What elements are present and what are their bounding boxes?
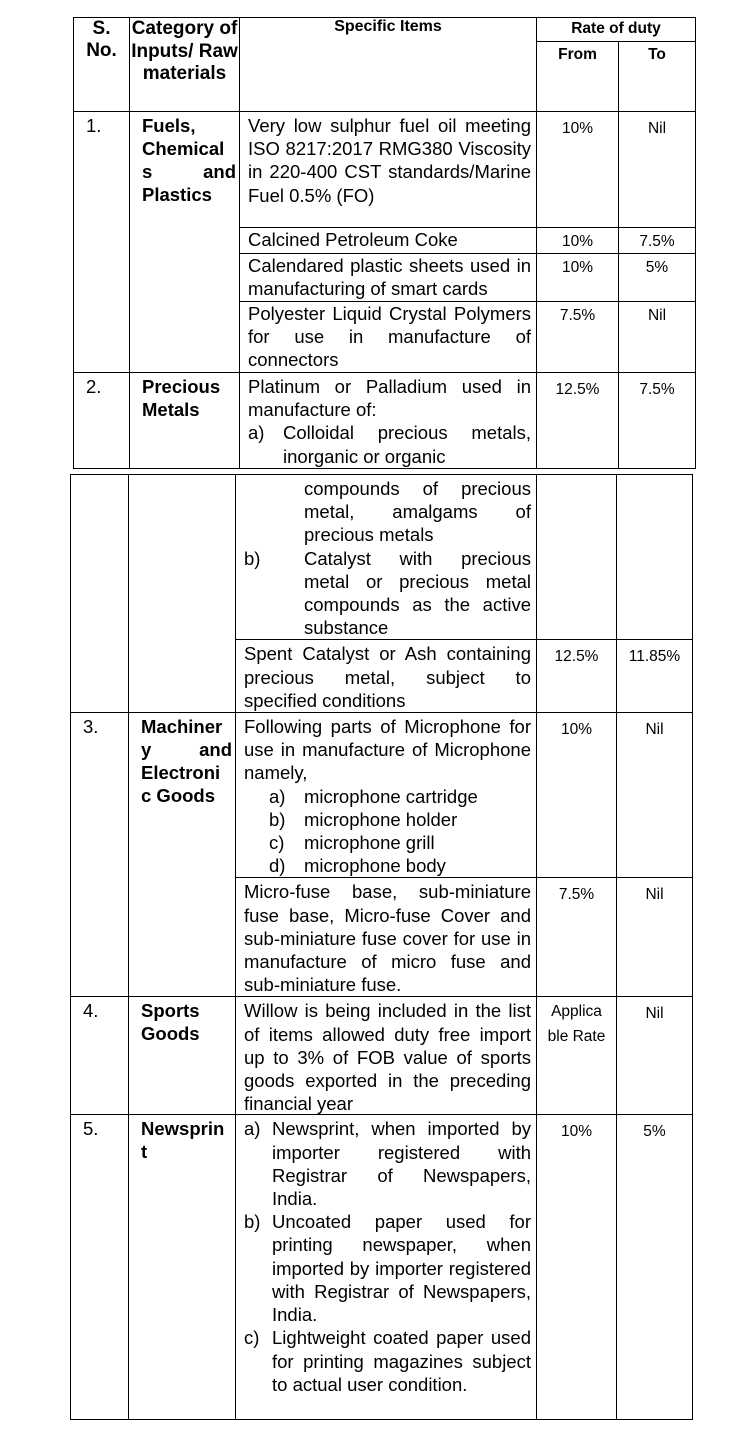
list-item: b) Catalyst with precious metal or precious metal compounds as the active substance — [244, 547, 531, 639]
row-2-item-2-to: 11.85% — [617, 640, 693, 713]
header-sno: S. No. — [74, 18, 130, 112]
row-2-sno: 2. — [74, 373, 130, 469]
header-to: To — [619, 42, 696, 112]
row-1-item-3-to: 5% — [619, 254, 696, 302]
row-1-item-4-from: 7.5% — [537, 302, 619, 373]
row-1-item-1-to: Nil — [619, 112, 696, 228]
row-1-item-2-to: 7.5% — [619, 228, 696, 254]
table-row — [74, 373, 696, 469]
table-row — [71, 997, 693, 1115]
list-item: b) Uncoated paper used for printing newspaper, when imported by importer registered with Registrar of Newspapers, India. — [244, 1211, 531, 1326]
row-1-item-2: Calcined Petroleum Coke — [240, 228, 537, 254]
duty-table-part-2 — [70, 474, 693, 1420]
row-1-item-1: Very low sulphur fuel oil meeting ISO 8217:2017 RMG380 Viscosity in 220-400 CST standards/Marine Fuel 0.5% (FO) — [240, 112, 537, 228]
header-row — [74, 18, 696, 42]
row-2-item-1-from: 12.5% — [537, 373, 619, 469]
header-specific-items: Specific Items — [240, 18, 537, 112]
row-4-from: Applica ble Rate — [537, 997, 617, 1115]
list-item: c) Lightweight coated paper used for printing magazines subject to actual user condition. — [244, 1327, 531, 1395]
row-1-item-3: Calendared plastic sheets used in manufacturing of smart cards — [240, 254, 537, 302]
list-item: a) Colloidal precious metals, inorganic or organic — [248, 422, 531, 467]
row-4-sno: 4. — [71, 997, 129, 1115]
row-1-item-3-from: 10% — [537, 254, 619, 302]
row-5-items — [236, 1115, 537, 1420]
table-row — [74, 112, 696, 228]
row-3-item-1-to: Nil — [617, 713, 693, 878]
row-2-item-2-from: 12.5% — [537, 640, 617, 713]
row-5-from: 10% — [537, 1115, 617, 1420]
list-item: c) microphone grill — [269, 832, 435, 854]
header-from: From — [537, 42, 619, 112]
table-row — [71, 1115, 693, 1420]
row-1-sno: 1. — [74, 112, 130, 373]
row-3-item-1: Following parts of Microphone for use in manufacture of Microphone namely, a) microphone cartridge b) microphone holder c) microphone grill d) microphone body — [236, 713, 537, 878]
row-3-item-2-to: Nil — [617, 878, 693, 997]
header-category: Category of Inputs/ Raw materials — [130, 18, 240, 112]
list-item: b) microphone holder — [269, 808, 458, 830]
row-4-category: Sports Goods — [129, 997, 236, 1115]
list-item: compounds of precious metal, amalgams of precious metals — [304, 478, 531, 546]
row-3-category: Machiner y and Electroni c Goods — [129, 713, 236, 997]
row-3-item-2-from: 7.5% — [537, 878, 617, 997]
row-2-item-1-to-cont — [617, 475, 693, 640]
row-2-category: Precious Metals — [130, 373, 240, 469]
row-5-category: Newsprin t — [129, 1115, 236, 1420]
row-3-item-2: Micro-fuse base, sub-miniature fuse base, Micro-fuse Cover and sub-miniature fuse cover for use in manufacture of micro fuse and sub-miniature fuse. — [236, 878, 537, 997]
row-1-category: Fuels, Chemical s and Plastics — [130, 112, 240, 373]
row-2-item-2: Spent Catalyst or Ash containing precious metal, subject to specified conditions — [236, 640, 537, 713]
header-rate-of-duty: Rate of duty — [537, 18, 696, 42]
table-row — [71, 475, 693, 640]
list-item: a) microphone cartridge — [269, 785, 478, 807]
row-2-item-1-to: 7.5% — [619, 373, 696, 469]
row-5-sno: 5. — [71, 1115, 129, 1420]
row-2-item-1-from-cont — [537, 475, 617, 640]
row-3-sno: 3. — [71, 713, 129, 997]
table-row — [71, 713, 693, 878]
row-1-item-4-to: Nil — [619, 302, 696, 373]
row-1-item-4: Polyester Liquid Crystal Polymers for use in manufacture of connectors — [240, 302, 537, 373]
row-2-sno-cont — [71, 475, 129, 713]
row-1-item-2-from: 10% — [537, 228, 619, 254]
row-3-item-1-from: 10% — [537, 713, 617, 878]
duty-table-part-1 — [73, 17, 696, 469]
row-2-category-cont — [129, 475, 236, 713]
row-1-item-1-from: 10% — [537, 112, 619, 228]
row-5-to: 5% — [617, 1115, 693, 1420]
row-2-item-1-part-1: Platinum or Palladium used in manufacture of: a) Colloidal precious metals, inorganic or organic — [240, 373, 537, 469]
row-4-item: Willow is being included in the list of items allowed duty free import up to 3% of FOB value of sports goods exported in the preceding financial year — [236, 997, 537, 1115]
row-4-to: Nil — [617, 997, 693, 1115]
list-item: d) microphone body — [269, 855, 446, 877]
row-2-item-1-part-2 — [236, 475, 537, 640]
list-item: a) Newsprint, when imported by importer registered with Registrar of Newspapers, India. — [244, 1118, 531, 1210]
